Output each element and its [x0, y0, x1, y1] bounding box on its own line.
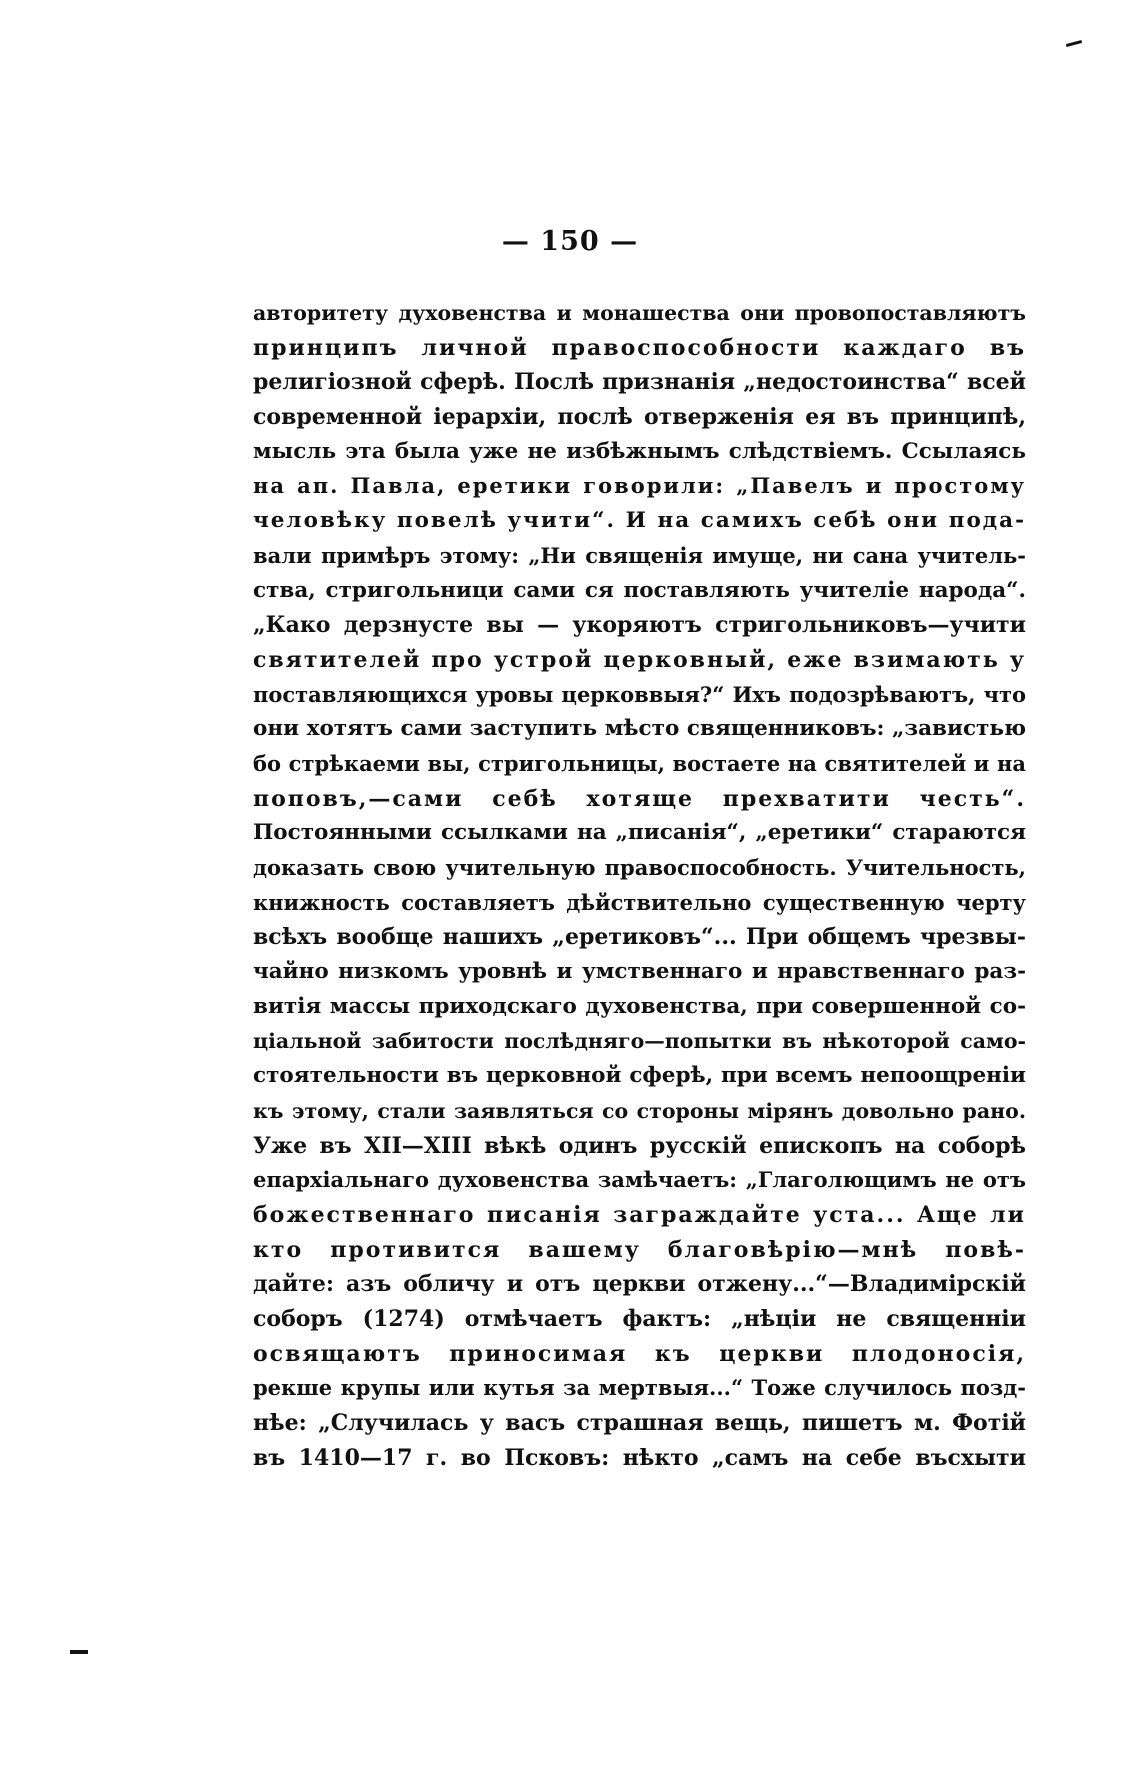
text-line: человѣку повелѣ учити“. И на самихъ себѣ они пода- [253, 508, 1026, 534]
text-line: поставляющихся уровы церковвыя?“ Ихъ подозрѣваютъ, что [253, 681, 1026, 707]
text-line: Уже въ XII—XIII вѣкѣ одинъ русскій епископъ на соборѣ [253, 1132, 1026, 1159]
text-line: святителей про устрой церковный, еже взимають у [253, 646, 1026, 673]
stray-ink-mark [1066, 40, 1082, 47]
text-line: доказать свою учительную правоспособность. Учительность, [253, 855, 1026, 880]
text-line: бо стрѣкаеми вы, стригольницы, востаете на святителей и на [253, 750, 1026, 776]
text-line: вали примѣръ этому: „Ни священія имуще, ни сана учитель- [253, 542, 1026, 568]
text-line: Постоянными ссылками на „писанія“, „еретики“ стараются [253, 820, 1026, 846]
text-line: на ап. Павла, еретики говорили: „Павелъ и простому [253, 473, 1026, 499]
text-line: принципъ личной правоспособности каждаго въ [253, 334, 1026, 361]
text-line: божественнаго писанія заграждайте уста... Аще ли [253, 1201, 1026, 1228]
text-line: въ 1410—17 г. во Псковъ: нѣкто „самъ на себе въсхыти [253, 1444, 1026, 1471]
text-line: всѣхъ вообще нашихъ „еретиковъ“... При общемъ чрезвы- [253, 924, 1026, 951]
text-line: ціальной забитости послѣдняго—попытки въ нѣкоторой само- [253, 1029, 1026, 1054]
text-line: дайте: азъ обличу и отъ церкви отжену...“—Владимірскій [253, 1271, 1026, 1298]
text-line: современной іерархіи, послѣ отверженія ея въ принципѣ, [253, 404, 1026, 431]
text-line: книжность составляетъ дѣйствительно существенную черту [253, 889, 1026, 915]
text-line: они хотятъ сами заступить мѣсто священниковъ: „завистью [253, 716, 1026, 742]
text-line: ства, стригольници сами ся поставляють учителіе народа“. [253, 577, 1026, 603]
text-line: мысль эта была уже не избѣжнымъ слѣдствіемъ. Ссылаясь [253, 438, 1026, 464]
stray-ink-mark [70, 1650, 88, 1654]
text-line: освящаютъ приносимая къ церкви плодоносія, [253, 1340, 1026, 1367]
body-text [253, 296, 1026, 1475]
text-line: рекше крупы или кутья за мертвыя...“ Тоже случилось позд- [253, 1375, 1026, 1401]
text-line: чайно низкомъ уровнѣ и умственнаго и нравственнаго раз- [253, 959, 1026, 985]
text-line: авторитету духовенства и монашества они провопоставляютъ [253, 301, 1026, 325]
text-line: епархіальнаго духовенства замѣчаетъ: „Глаголющимъ не отъ [253, 1167, 1026, 1193]
text-line: стоятельности въ церковной сферѣ, при всемъ непоощреніи [253, 1063, 1026, 1089]
text-line: поповъ,—сами себѣ хотяще прехватити честь“. [253, 785, 1026, 812]
text-line: къ этому, стали заявляться со стороны мірянъ довольно рано. [253, 1098, 1026, 1123]
text-line: религіозной сферѣ. Послѣ признанія „недостоинства“ всей [253, 369, 1026, 396]
text-line: нѣе: „Случилась у васъ страшная вещь, пишетъ м. Фотій [253, 1410, 1026, 1436]
text-line: „Како дерзнусте вы — укоряютъ стригольниковъ—учити [253, 612, 1026, 639]
text-line: витія массы приходскаго духовенства, при совершенной со- [253, 993, 1026, 1019]
text-line: кто противится вашему благовѣрію—мнѣ повѣ- [253, 1236, 1026, 1263]
text-line: соборъ (1274) отмѣчаетъ фактъ: „нѣціи не священніи [253, 1305, 1026, 1332]
page-number: — 150 — [501, 226, 639, 257]
